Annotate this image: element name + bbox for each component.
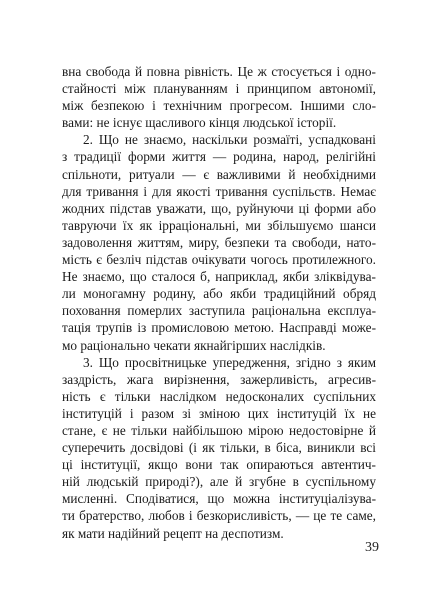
text-line: мо раціонально чекати якнайгірших наслідків. xyxy=(62,337,326,353)
text-line: між безпекою і технічним прогресом. Іншими сло- xyxy=(62,98,376,114)
text-line: мисленні. Сподіватися, що можна інституціалізува- xyxy=(62,491,376,507)
text-line: ти братерство, любов і безкорисливість, — це те саме, xyxy=(62,508,376,524)
text-line: 2. Що не знаємо, наскільки розмаїті, успадковані xyxy=(83,132,376,148)
text-line: жодних підстав уважати, що, руйнуючи ці форми або xyxy=(62,200,376,216)
text-line: інституцій і разом зі зміною цих інституцій їх не xyxy=(62,405,376,421)
text-line: мість є безліч підстав очікувати чогось протилежного. xyxy=(62,252,376,268)
page-number: 39 xyxy=(365,540,379,555)
text-line: задоволення життям, миру, безпеки та свободи, натo- xyxy=(62,234,376,250)
text-line: ли моногамну родину, або якби традиційний обряд xyxy=(62,286,376,302)
text-line: заздрість, жага вирізнення, зажерливість, агресив- xyxy=(62,371,376,387)
text-line: тація трупів із промисловою метою. Насправді може- xyxy=(62,320,376,336)
text-line: ці інституції, якщо вони так опираються автентич- xyxy=(62,457,376,473)
text-line: як мати надійний рецепт на деспотизм. xyxy=(62,525,284,541)
text-line: стане, є не тільки найбільшою мірою недостовірне й xyxy=(62,422,376,438)
text-line: Не знаємо, що сталося б, наприклад, якби зліквідува- xyxy=(62,269,376,285)
text-line: суперечить досвідові (і як тільки, в біса, виникли всі xyxy=(62,440,376,456)
text-line: стайності між плануванням і принципом автономії, xyxy=(62,81,376,97)
text-line: 3. Що просвітницьке упередження, згідно з яким xyxy=(83,354,376,370)
text-line: для тривання і для якості тривання суспільств. Немає xyxy=(62,183,376,199)
body-text xyxy=(62,63,376,542)
text-line: ність є тільки наслідком недосконалих суспільних xyxy=(62,388,376,404)
text-line: з традиції форми життя — родина, народ, релігійні xyxy=(62,149,376,165)
text-line: тавруючи їх як ірраціональні, ми збільшуємо шанси xyxy=(62,217,376,233)
text-line: спільноти, ритуали — є важливими й необхідними xyxy=(62,166,376,182)
text-line: ній людській природі?), але й згубне в суспільному xyxy=(62,474,376,490)
text-line: поховання померлих заступила раціональна експлуа- xyxy=(62,303,376,319)
text-line: вна свобода й повна рівність. Це ж стосується і одно- xyxy=(62,64,376,79)
text-line: вами: не існує щасливого кінця людської історії. xyxy=(62,115,337,131)
